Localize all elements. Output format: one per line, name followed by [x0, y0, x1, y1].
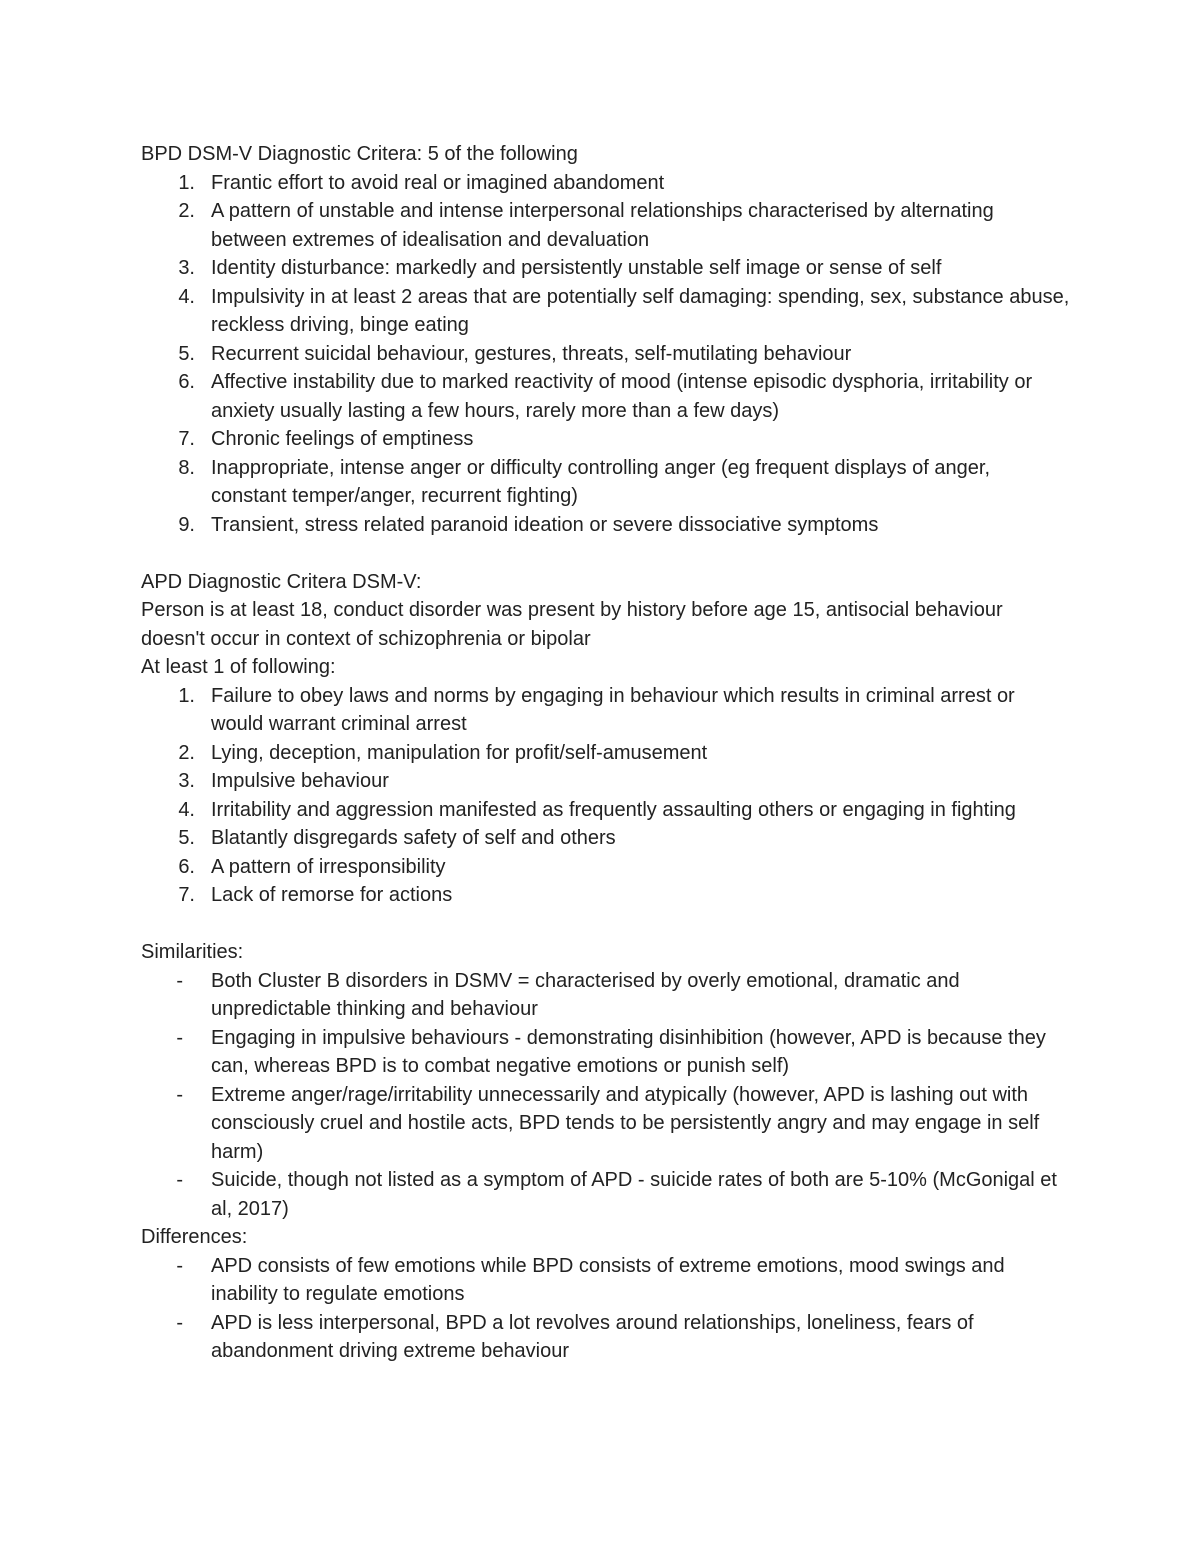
list-item: 7. Lack of remorse for actions	[178, 884, 453, 906]
differences-heading: Differences:	[141, 1226, 248, 1248]
list-item: 3. Identity disturbance: markedly and persistently unstable self image or sense of self	[178, 257, 942, 279]
list-item: - Engaging in impulsive behaviours - demonstrating disinhibition (however, APD is because they can, whereas BPD is to combat negative emotions or punish self)	[176, 1026, 1046, 1077]
list-item: - APD consists of few emotions while BPD consists of extreme emotions, mood swings and inability to regulate emotions	[176, 1254, 1005, 1305]
list-item: 7. Chronic feelings of emptiness	[178, 428, 474, 450]
bpd-criteria-list	[141, 169, 1071, 540]
apd-intro: Person is at least 18, conduct disorder was present by history before age 15, antisocial behaviour doesn't occur in context of schizophrenia or bipolar	[141, 599, 1003, 650]
paragraph-spacer	[141, 910, 1071, 939]
list-item: 2. A pattern of unstable and intense interpersonal relationships characterised by alternating between extremes of idealisation and devaluation	[178, 200, 994, 251]
bpd-heading: BPD DSM-V Diagnostic Critera: 5 of the following	[141, 143, 578, 165]
list-item: - Suicide, though not listed as a symptom of APD - suicide rates of both are 5-10% (McGonigal et al, 2017)	[176, 1169, 1057, 1220]
list-item: 4. Impulsivity in at least 2 areas that are potentially self damaging: spending, sex, substance abuse, reckless driving, binge eating	[178, 285, 1070, 336]
document-page	[141, 140, 1071, 1366]
apd-heading: APD Diagnostic Critera DSM-V:	[141, 570, 422, 593]
list-item: 6. A pattern of irresponsibility	[178, 855, 446, 878]
list-item: - Extreme anger/rage/irritability unnecessarily and atypically (however, APD is lashing out with consciously cruel and hostile acts, BPD tends to be persistently angry and may engage in self harm)	[176, 1083, 1040, 1163]
list-item: 3. Impulsive behaviour	[178, 770, 389, 792]
similarities-list	[141, 967, 1071, 1224]
list-item: 4. Irritability and aggression manifested as frequently assaulting others or engaging in fighting	[178, 798, 1016, 821]
list-item: - Both Cluster B disorders in DSMV = characterised by overly emotional, dramatic and unpredictable thinking and behaviour	[176, 969, 960, 1020]
list-item: 2. Lying, deception, manipulation for profit/self-amusement	[178, 741, 708, 764]
similarities-heading: Similarities:	[141, 941, 244, 963]
list-item: - APD is less interpersonal, BPD a lot revolves around relationships, loneliness, fears of abandonment driving extreme behaviour	[176, 1311, 974, 1362]
list-item: 8. Inappropriate, intense anger or difficulty controlling anger (eg frequent displays of anger, constant temper/anger, recurrent fighting)	[178, 456, 991, 507]
list-item: 9. Transient, stress related paranoid ideation or severe dissociative symptoms	[178, 513, 879, 536]
list-item: 5. Blatantly disgregards safety of self and others	[178, 827, 616, 849]
apd-criteria-list	[141, 682, 1071, 910]
paragraph-spacer	[141, 539, 1071, 568]
differences-list	[141, 1252, 1071, 1366]
list-item: 1. Frantic effort to avoid real or imagined abandoment	[178, 171, 665, 194]
list-item: 5. Recurrent suicidal behaviour, gestures, threats, self-mutilating behaviour	[178, 342, 852, 365]
list-item: 1. Failure to obey laws and norms by engaging in behaviour which results in criminal arrest or would warrant criminal arrest	[178, 684, 1015, 735]
list-item: 6. Affective instability due to marked reactivity of mood (intense episodic dysphoria, irritability or anxiety usually lasting a few hours, rarely more than a few days)	[178, 371, 1033, 422]
apd-subheading: At least 1 of following:	[141, 656, 336, 678]
